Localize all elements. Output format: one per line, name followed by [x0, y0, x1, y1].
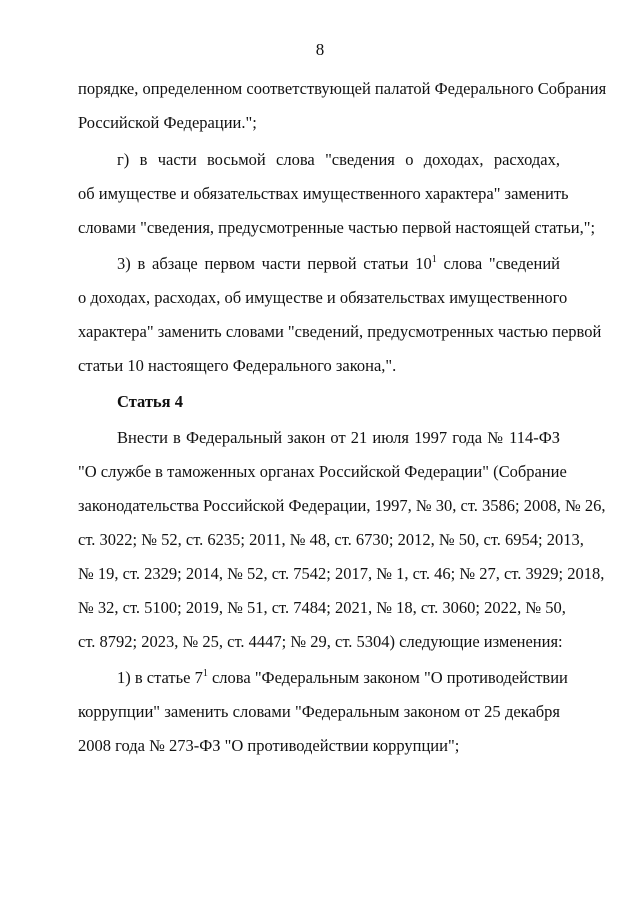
- text-line: [117, 254, 560, 274]
- text-line: порядке, определенном соответствующей палатой Федерального Собрания: [78, 79, 607, 98]
- superscript: 1: [202, 667, 208, 679]
- text-line: статьи 10 настоящего Федерального закона,".: [78, 356, 397, 375]
- page-number: 8: [315, 40, 325, 59]
- text-fragment: слова "сведений: [436, 254, 560, 273]
- text-fragment: 1) в статье 7: [117, 668, 203, 687]
- text-line: "О службе в таможенных органах Российской Федерации" (Собрание: [78, 462, 567, 481]
- superscript: 1: [431, 253, 437, 265]
- text-line: ст. 8792; 2023, № 25, ст. 4447; № 29, ст. 5304) следующие изменения:: [78, 632, 563, 651]
- text-line: 2008 года № 273-ФЗ "О противодействии коррупции";: [78, 736, 460, 755]
- text-line: [117, 667, 568, 688]
- article-heading: Статья 4: [117, 392, 183, 411]
- text-line: г) в части восьмой слова "сведения о доходах, расходах,: [117, 150, 560, 169]
- text-fragment: 3) в абзаце первом части первой статьи 10: [117, 254, 432, 273]
- text-fragment: слова "Федеральным законом "О противодействии: [207, 668, 568, 687]
- text-line: о доходах, расходах, об имуществе и обязательствах имущественного: [78, 288, 568, 307]
- text-line: законодательства Российской Федерации, 1997, № 30, ст. 3586; 2008, № 26,: [78, 496, 606, 515]
- text-line: характера" заменить словами "сведений, предусмотренных частью первой: [78, 322, 602, 341]
- text-line: ст. 3022; № 52, ст. 6235; 2011, № 48, ст. 6730; 2012, № 50, ст. 6954; 2013,: [78, 530, 584, 549]
- text-line: словами "сведения, предусмотренные частью первой настоящей статьи,";: [78, 218, 596, 237]
- text-line: Внести в Федеральный закон от 21 июля 1997 года № 114-ФЗ: [117, 428, 560, 447]
- text-line: № 32, ст. 5100; 2019, № 51, ст. 7484; 2021, № 18, ст. 3060; 2022, № 50,: [78, 598, 566, 617]
- text-line: об имуществе и обязательствах имущественного характера" заменить: [78, 184, 569, 203]
- text-line: № 19, ст. 2329; 2014, № 52, ст. 7542; 2017, № 1, ст. 46; № 27, ст. 3929; 2018,: [78, 564, 605, 583]
- text-line: Российской Федерации.";: [78, 113, 257, 132]
- text-line: коррупции" заменить словами "Федеральным законом от 25 декабря: [78, 702, 560, 721]
